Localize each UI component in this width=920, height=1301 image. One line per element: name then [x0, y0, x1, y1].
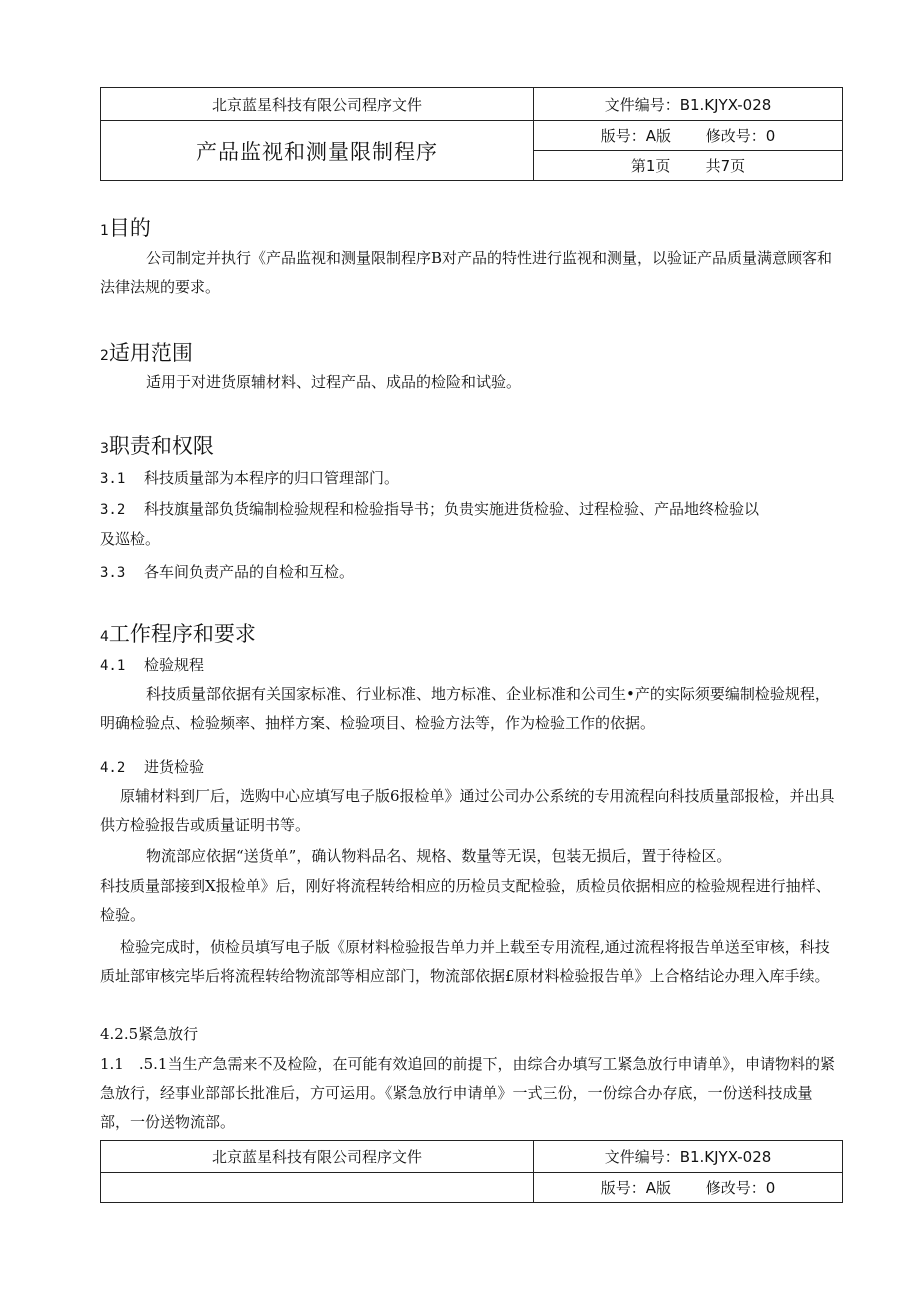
doc-number: 文件编号：B1.KJYX-028	[534, 1141, 843, 1173]
responsibility-item: 3.3 各车间负责产品的自检和互检。	[100, 563, 355, 581]
section-heading-purpose: 1目的	[100, 216, 151, 240]
incoming-inspection-paragraph: 原辅材料到厂后，选购中心应填写电子版6报检单》通过公司办公系统的专用流程向科技质量部报检，并出具供方检验报告或质量证明书等。	[100, 787, 835, 834]
section-heading-procedure: 4工作程序和要求	[100, 622, 256, 646]
subsection-heading-inspection-rules: 4.1 检验规程	[100, 656, 205, 674]
revision-number: 修改号：0	[705, 127, 776, 145]
version-number: 版号：A版	[600, 127, 671, 145]
total-pages: 共7页	[705, 157, 746, 175]
purpose-text: 公司制定并执行《产品监视和测量限制程序B对产品的特性进行监视和测量，以验证产品质量满意顾客和法律法规的要求。	[100, 249, 833, 296]
company-name: 北京蓝星科技有限公司程序文件	[101, 88, 534, 121]
responsibility-item: 3.2 科技旗量部负货编制检验规程和检验指导书；负贵实施进货检验、过程检验、产品地终检验以	[100, 500, 760, 518]
scope-text: 适用于对进货原辅材料、过程产品、成品的检险和试验。	[146, 373, 522, 391]
page-cell	[534, 151, 843, 181]
emergency-release-text: 1.1 .5.1当生产急需来不及检险，在可能有效追回的前提下，由综合办填写工紧急放行申请单》，申请物料的紧急放行，经事业部部长批准后，方可运用。《紧急放行申请单》一式三份，一份综合办存底，一份送科技成量部，一份送物流部。	[100, 1055, 835, 1131]
document-header-table	[100, 87, 843, 181]
company-name: 北京蓝星科技有限公司程序文件	[101, 1141, 534, 1173]
responsibility-continuation: 及巡检。	[100, 530, 161, 548]
version-cell	[534, 1173, 843, 1203]
incoming-inspection-paragraph: 检验完成时，侦检员填写电子版《原材料检验报告单力并上载至专用流程,通过流程将报告单送至审核，科技质址部审核完毕后将流程转给物流部等相应部门，物流部依据£原材料检验报告单》上合格结论办理入库手续。	[100, 938, 830, 985]
inspection-rules-text: 科技质量部依据有关国家标准、行业标准、地方标准、企业标准和公司生•产的实际须要编制检验规程，明确检验点、检验频率、抽样方案、检验项目、检验方法等，作为检验工作的依据。	[100, 685, 830, 732]
next-page-header-table	[100, 1140, 843, 1203]
doc-number: 文件编号：B1.KJYX-028	[534, 88, 843, 121]
incoming-inspection-paragraph: 物流部应依据“送货单”，确认物料品名、规格、数量等无误，包装无损后，置于待检区。	[146, 847, 732, 865]
incoming-inspection-paragraph: 科技质量部接到X报检单》后，刚好将流程转给相应的历检员支配检验，质检员依据相应的检验规程进行抽样、检验。	[100, 877, 831, 924]
document-title-empty	[101, 1173, 534, 1203]
subsection-heading-emergency-release: 4.2.5紧急放行	[100, 1025, 199, 1043]
page-number: 第1页	[630, 157, 671, 175]
subsection-heading-incoming-inspection: 4.2 进货检验	[100, 758, 205, 776]
version-number: 版号：A版	[600, 1179, 671, 1197]
responsibility-item: 3.1 科技质量部为本程序的归口管理部门。	[100, 469, 400, 487]
section-heading-responsibilities: 3职责和权限	[100, 434, 214, 458]
section-heading-scope: 2适用范围	[100, 341, 193, 365]
revision-number: 修改号：0	[705, 1179, 776, 1197]
version-cell	[534, 121, 843, 151]
document-title: 产品监视和测量限制程序	[101, 121, 534, 181]
